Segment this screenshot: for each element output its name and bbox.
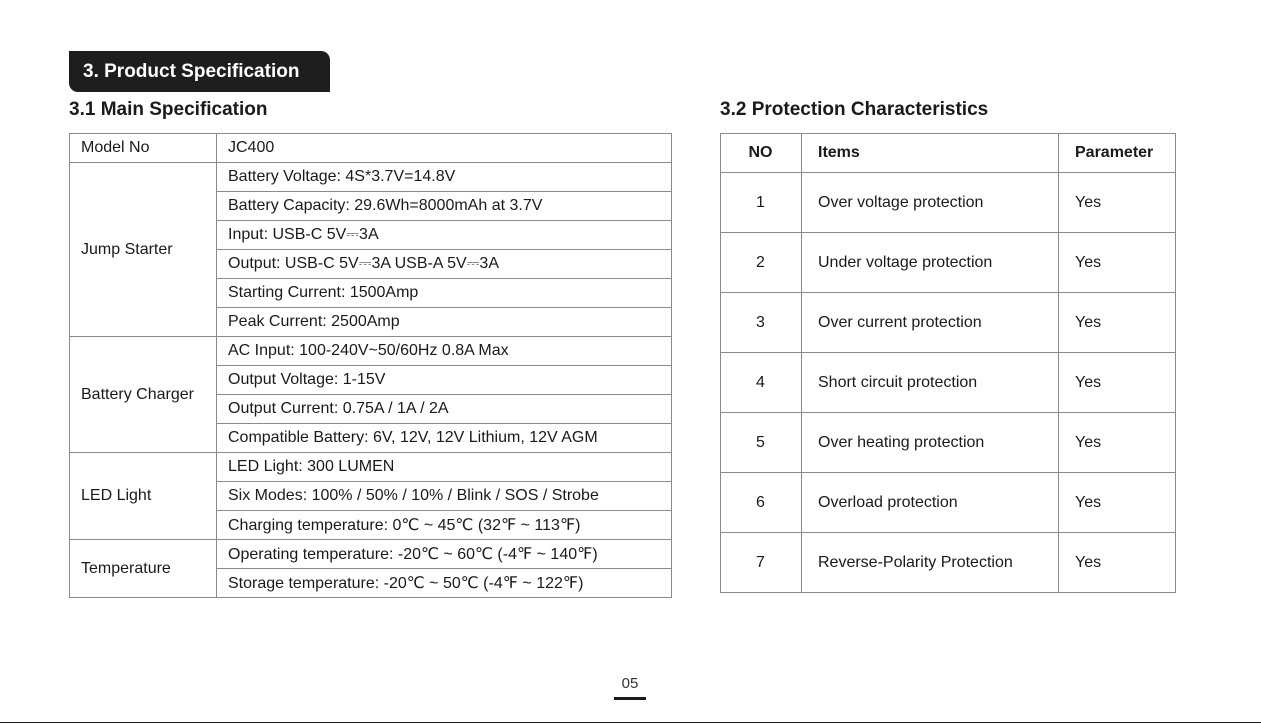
row-no: 6 [721,473,802,533]
main-spec-title: 3.1 Main Specification [69,99,268,120]
spec-cell: Charging temperature: 0℃ ~ 45℃ (32℉ ~ 113℉) [217,511,672,540]
section-title: 3. Product Specification [69,51,330,92]
table-row [721,533,1176,593]
bottom-rule [0,722,1261,723]
spec-cell: Battery Capacity: 29.6Wh=8000mAh at 3.7V [217,192,672,221]
group-label-temperature: Temperature [70,540,217,598]
table-row [721,293,1176,353]
spec-cell: Starting Current: 1500Amp [217,279,672,308]
spec-cell: LED Light: 300 LUMEN [217,453,672,482]
row-no: 1 [721,173,802,233]
spec-cell: Output: USB-C 5V⎓3A USB-A 5V⎓3A [217,250,672,279]
protection-title: 3.2 Protection Characteristics [720,99,989,120]
row-no: 4 [721,353,802,413]
row-item: Over current protection [802,293,1059,353]
row-param: Yes [1059,233,1176,293]
row-no: 2 [721,233,802,293]
group-label-battery-charger: Battery Charger [70,337,217,453]
spec-cell: AC Input: 100-240V~50/60Hz 0.8A Max [217,337,672,366]
table-row [721,173,1176,233]
spec-cell: Peak Current: 2500Amp [217,308,672,337]
row-item: Over heating protection [802,413,1059,473]
page-number: 05 [621,675,639,692]
header-no: NO [721,134,802,173]
table-row [70,163,672,192]
spec-cell: Input: USB-C 5V⎓3A [217,221,672,250]
table-row [70,453,672,482]
row-param: Yes [1059,473,1176,533]
table-row [70,337,672,366]
protection-table [720,133,1176,593]
table-row [721,353,1176,413]
table-row [70,134,672,163]
row-item: Short circuit protection [802,353,1059,413]
spec-cell: Storage temperature: -20℃ ~ 50℃ (-4℉ ~ 122℉) [217,569,672,598]
table-header-row [721,134,1176,173]
row-no: 3 [721,293,802,353]
row-no: 7 [721,533,802,593]
row-param: Yes [1059,413,1176,473]
spec-cell: Compatible Battery: 6V, 12V, 12V Lithium, 12V AGM [217,424,672,453]
row-param: Yes [1059,173,1176,233]
model-label: Model No [70,134,217,163]
row-param: Yes [1059,533,1176,593]
group-label-led-light: LED Light [70,453,217,540]
group-label-jump-starter: Jump Starter [70,163,217,337]
row-no: 5 [721,413,802,473]
spec-cell: Operating temperature: -20℃ ~ 60℃ (-4℉ ~ 140℉) [217,540,672,569]
page-number-underline [614,697,646,700]
row-item: Over voltage protection [802,173,1059,233]
model-value: JC400 [217,134,672,163]
spec-cell: Output Current: 0.75A / 1A / 2A [217,395,672,424]
spec-cell: Six Modes: 100% / 50% / 10% / Blink / SOS / Strobe [217,482,672,511]
row-param: Yes [1059,293,1176,353]
table-row [721,233,1176,293]
table-row [721,473,1176,533]
header-parameter: Parameter [1059,134,1176,173]
table-row [70,540,672,569]
main-spec-table [69,133,672,598]
row-item: Under voltage protection [802,233,1059,293]
row-item: Reverse-Polarity Protection [802,533,1059,593]
header-items: Items [802,134,1059,173]
table-row [721,413,1176,473]
spec-cell: Battery Voltage: 4S*3.7V=14.8V [217,163,672,192]
row-item: Overload protection [802,473,1059,533]
spec-cell: Output Voltage: 1-15V [217,366,672,395]
row-param: Yes [1059,353,1176,413]
